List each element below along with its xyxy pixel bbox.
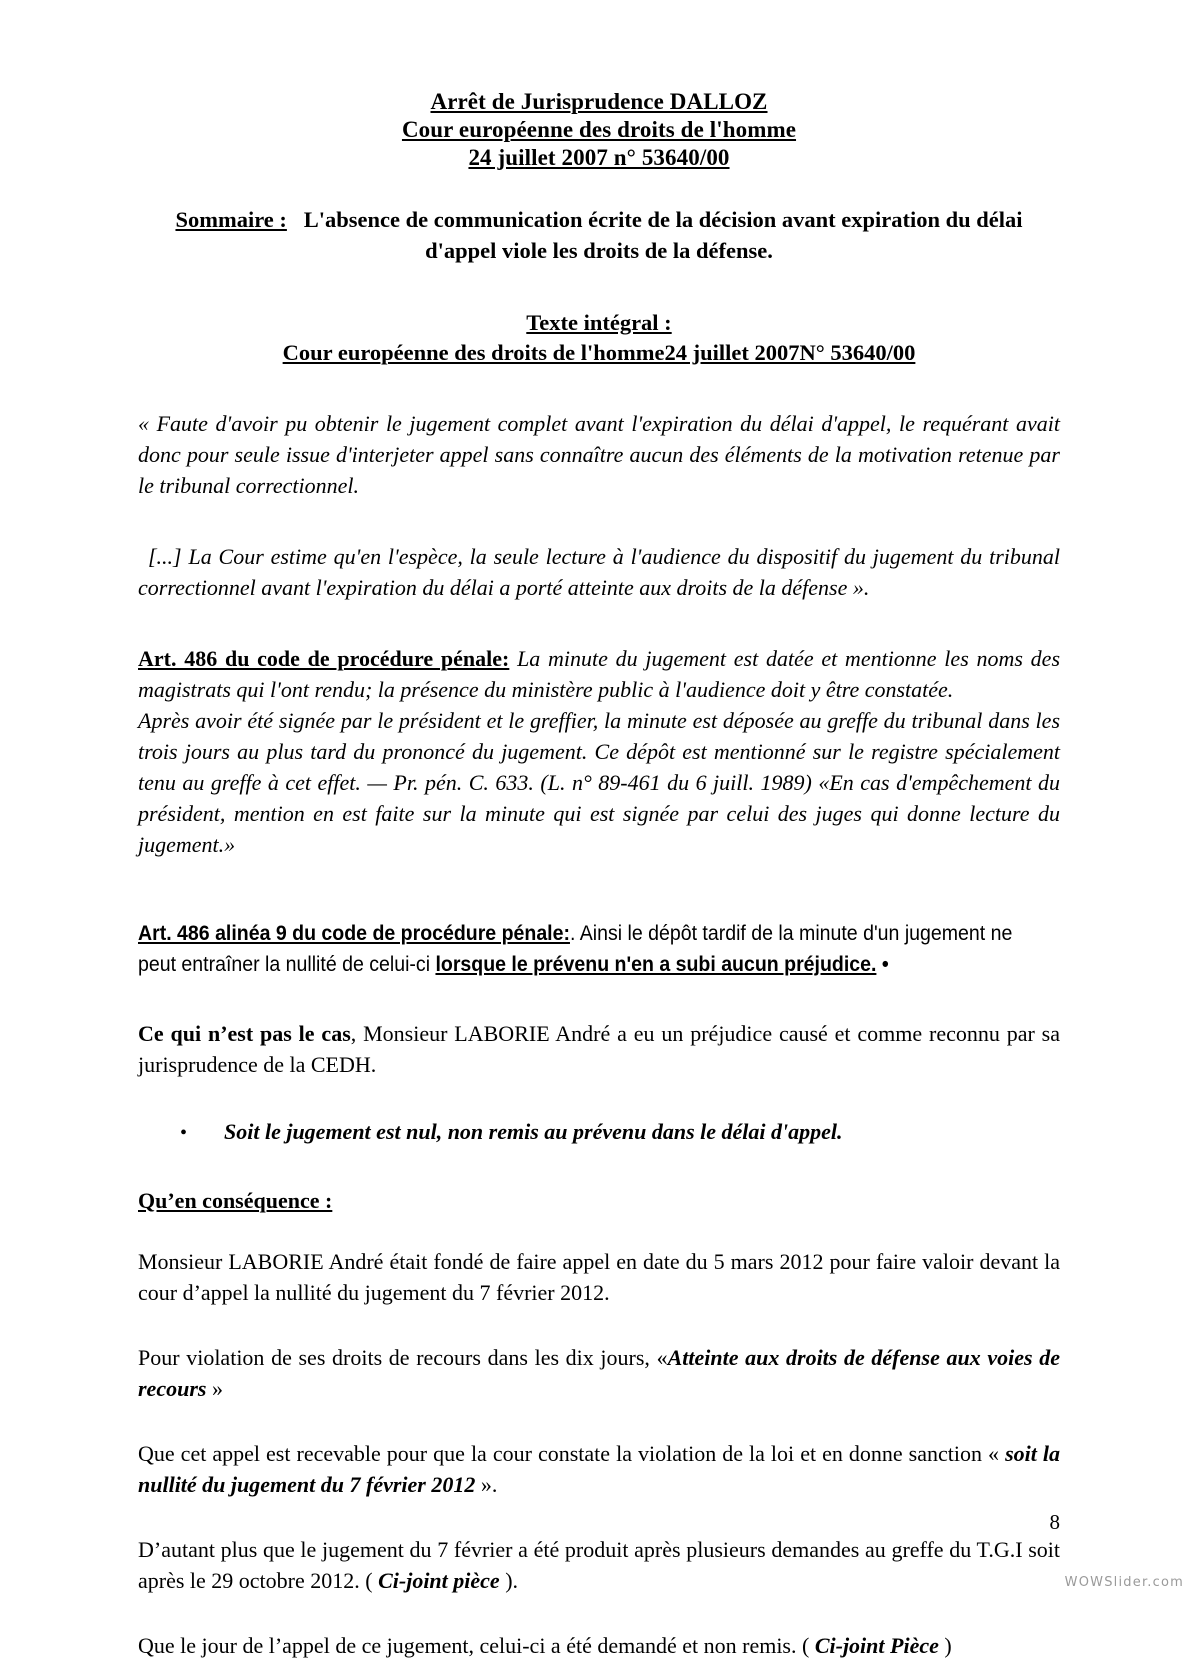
ce-qui-paragraph bbox=[138, 1018, 1060, 1080]
bullet-icon: • bbox=[180, 1122, 188, 1144]
closing-paragraph-4-before: D’autant plus que le jugement du 7 février a été produit après plusieurs demandes au greffe du T.G.I soit après le 29 octobre 2012. ( bbox=[138, 1537, 1060, 1593]
bullet-list-item bbox=[138, 1116, 1060, 1149]
sommaire-text: L'absence de communication écrite de la décision avant expiration du délai d'appel viole les droits de la défense. bbox=[303, 207, 1023, 263]
closing-paragraph-2-emphasis: Atteinte aux droits de défense aux voies de recours bbox=[138, 1345, 1060, 1401]
art-486-body-1: La minute du jugement est datée et mentionne les noms des magistrats qui l'ont rendu; la présence du ministère public à l'audience doit y être constatée. bbox=[138, 646, 1061, 702]
texte-integral-reference-row bbox=[138, 338, 1060, 368]
closing-paragraph-2-after: » bbox=[206, 1376, 223, 1401]
document-title-block bbox=[138, 0, 1060, 172]
closing-paragraph-4 bbox=[138, 1534, 1060, 1596]
texte-integral-block bbox=[138, 308, 1060, 368]
art-486-alinea-9-emphasis: lorsque le prévenu n'en a subi aucun préjudice. bbox=[435, 953, 877, 976]
closing-paragraph-3-emphasis: soit la nullité du jugement du 7 février 2012 bbox=[138, 1441, 1061, 1497]
quote-paragraph-1: « Faute d'avoir pu obtenir le jugement complet avant l'expiration du délai d'appel, le requérant avait donc pour seule issue d'interjeter appel sans connaître aucun des éléments de la motivation retenue par le tribunal correctionnel. bbox=[138, 411, 1060, 498]
title-line-2 bbox=[138, 116, 1060, 144]
art-486-heading-space bbox=[509, 646, 517, 671]
closing-paragraph-2 bbox=[138, 1342, 1060, 1404]
quote-paragraph-2: [...] La Cour estime qu'en l'espèce, la seule lecture à l'audience du dispositif du jugement du tribunal correctionnel avant l'expiration du délai a porté atteinte aux droits de la défense ». bbox=[138, 544, 1060, 600]
art-486-alinea-9-heading: Art. 486 alinéa 9 du code de procédure pénale: bbox=[138, 922, 570, 945]
ce-qui-rest: , Monsieur LABORIE André a eu un préjudice causé et comme reconnu par sa jurisprudence de la CEDH. bbox=[138, 1021, 1060, 1077]
art-486-alinea-9-paragraph bbox=[138, 918, 1055, 980]
texte-integral-reference: Cour européenne des droits de l'homme24 juillet 2007N° 53640/00 bbox=[282, 340, 916, 365]
title-line-1 bbox=[138, 88, 1060, 116]
sommaire-label: Sommaire : bbox=[175, 207, 287, 232]
closing-paragraph-4-emphasis: Ci-joint pièce bbox=[378, 1568, 500, 1593]
closing-paragraph-2-before: Pour violation de ses droits de recours dans les dix jours, « bbox=[138, 1345, 668, 1370]
art-486-paragraph bbox=[138, 643, 1060, 705]
closing-paragraph-5-after: ) bbox=[938, 1633, 952, 1658]
closing-paragraph-3-after: ». bbox=[475, 1472, 498, 1497]
quen-consequence-heading-row bbox=[138, 1185, 1060, 1216]
closing-paragraph-1: Monsieur LABORIE André était fondé de faire appel en date du 5 mars 2012 pour faire valoir devant la cour d’appel la nullité du jugement du 7 février 2012. bbox=[138, 1249, 1060, 1305]
art-486-paragraph-2: Après avoir été signée par le président et le greffier, la minute est déposée au greffe du tribunal dans les trois jours au plus tard du prononcé du jugement. Ce dépôt est mentionné sur le registre spécialement tenu au greffe à cet effet. — Pr. pén. C. 633. (L. n° 89-461 du 6 juill. 1989) «En cas d'empêchement du président, mention en est faite sur la minute qui est signée par celui des juges qui donne lecture du jugement.» bbox=[138, 708, 1060, 857]
art-486-alinea-9-bullet-icon: • bbox=[881, 953, 889, 976]
closing-paragraph-4-after: ). bbox=[499, 1568, 519, 1593]
bullet-item-text: Soit le jugement est nul, non remis au prévenu dans le délai d'appel. bbox=[224, 1119, 843, 1144]
art-486-alinea-9-block bbox=[138, 918, 1055, 980]
art-486-alinea-9-text-before: . Ainsi le dépôt tardif de la minute d'un jugement ne peut entraîner la nullité de celui-ci bbox=[138, 922, 1013, 976]
sommaire-spacer bbox=[293, 207, 304, 232]
sommaire-block bbox=[138, 204, 1060, 266]
title-line-3 bbox=[138, 144, 1060, 172]
document-content bbox=[138, 0, 1060, 1661]
title-line-1-text: Arrêt de Jurisprudence DALLOZ bbox=[430, 89, 768, 114]
closing-paragraph-3 bbox=[138, 1438, 1060, 1500]
watermark: WOWSlider.com bbox=[1064, 1575, 1184, 1590]
page-number: 8 bbox=[1049, 1510, 1060, 1534]
title-line-2-text: Cour européenne des droits de l'homme bbox=[401, 117, 797, 142]
closing-paragraph-5 bbox=[138, 1630, 1060, 1661]
art-486-heading: Art. 486 du code de procédure pénale: bbox=[138, 646, 510, 671]
closing-paragraph-3-before: Que cet appel est recevable pour que la cour constate la violation de la loi et en donne sanction « bbox=[138, 1441, 1006, 1466]
ce-qui-bold-lead: Ce qui n’est pas le cas bbox=[138, 1021, 351, 1046]
texte-integral-label-row bbox=[138, 308, 1060, 338]
texte-integral-label: Texte intégral : bbox=[526, 310, 672, 335]
quen-consequence-heading: Qu’en conséquence : bbox=[138, 1188, 333, 1213]
closing-paragraph-5-before: Que le jour de l’appel de ce jugement, celui-ci a été demandé et non remis. ( bbox=[138, 1633, 815, 1658]
title-line-3-text: 24 juillet 2007 n° 53640/00 bbox=[468, 145, 730, 170]
closing-paragraph-5-emphasis: Ci-joint Pièce bbox=[814, 1633, 939, 1658]
